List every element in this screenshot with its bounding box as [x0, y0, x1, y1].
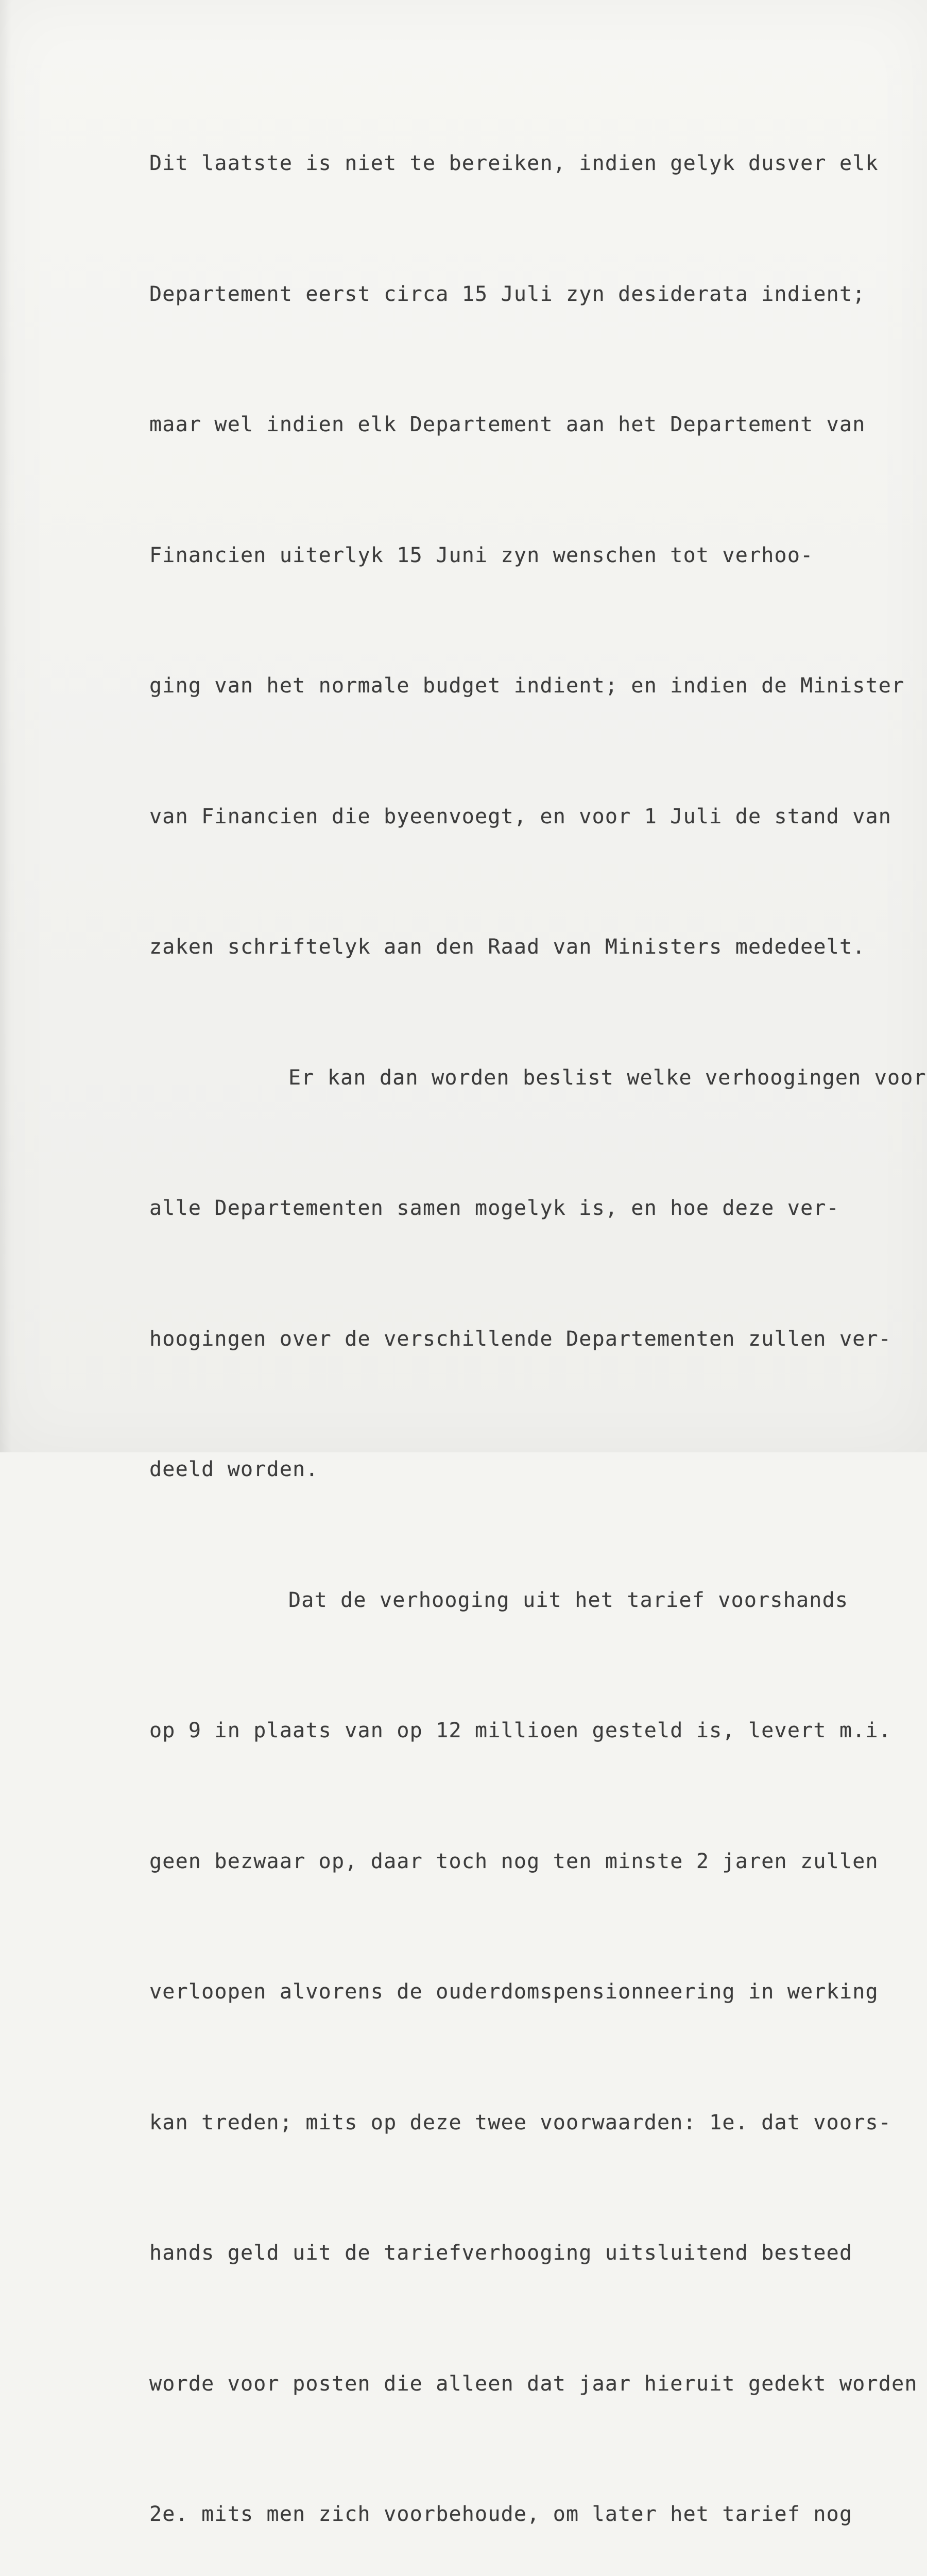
- text-line-18: worde voor posten die alleen dat jaar hieruit gedekt worden: [149, 2371, 918, 2396]
- text-line-13: op 9 in plaats van op 12 millioen gesteld is, levert m.i.: [149, 1719, 892, 1742]
- text-line-17: hands geld uit de tariefverhooging uitsluitend besteed: [149, 2241, 853, 2265]
- typed-text-body: [149, 55, 926, 2576]
- text-line-15: verloopen alvorens de ouderdomspensionneering in werking: [149, 1980, 879, 2004]
- text-line-02: Departement eerst circa 15 Juli zyn desiderata indient;: [149, 282, 866, 306]
- text-line-08: Er kan dan worden beslist welke verhoogingen voor: [288, 1065, 926, 1090]
- text-line-19: 2e. mits men zich voorbehoude, om later het tarief nog: [149, 2502, 853, 2526]
- text-line-11: deeld worden.: [149, 1458, 319, 1481]
- text-line-06: van Financien die byeenvoegt, en voor 1 Juli de stand van: [149, 804, 892, 828]
- text-line-10: hoogingen over de verschillende Departementen zullen ver-: [149, 1327, 892, 1351]
- text-line-04: Financien uiterlyk 15 Juni zyn wenschen tot verhoo-: [149, 543, 814, 567]
- text-line-12: Dat de verhooging uit het tarief voorshands: [288, 1588, 849, 1612]
- text-line-09: alle Departementen samen mogelyk is, en hoe deze ver-: [149, 1196, 839, 1220]
- page-edge-shadow: [0, 0, 11, 1452]
- text-line-16: kan treden; mits op deze twee voorwaarden: 1e. dat voors-: [149, 2110, 892, 2134]
- text-line-01: Dit laatste is niet te bereiken, indien gelyk dusver elk: [149, 151, 879, 175]
- text-line-05: ging van het normale budget indient; en indien de Minister: [149, 674, 905, 698]
- text-line-07: zaken schriftelyk aan den Raad van Ministers mededeelt.: [149, 935, 866, 959]
- text-line-14: geen bezwaar op, daar toch nog ten minste 2 jaren zullen: [149, 1849, 879, 1873]
- text-line-03: maar wel indien elk Departement aan het Departement van: [149, 413, 866, 436]
